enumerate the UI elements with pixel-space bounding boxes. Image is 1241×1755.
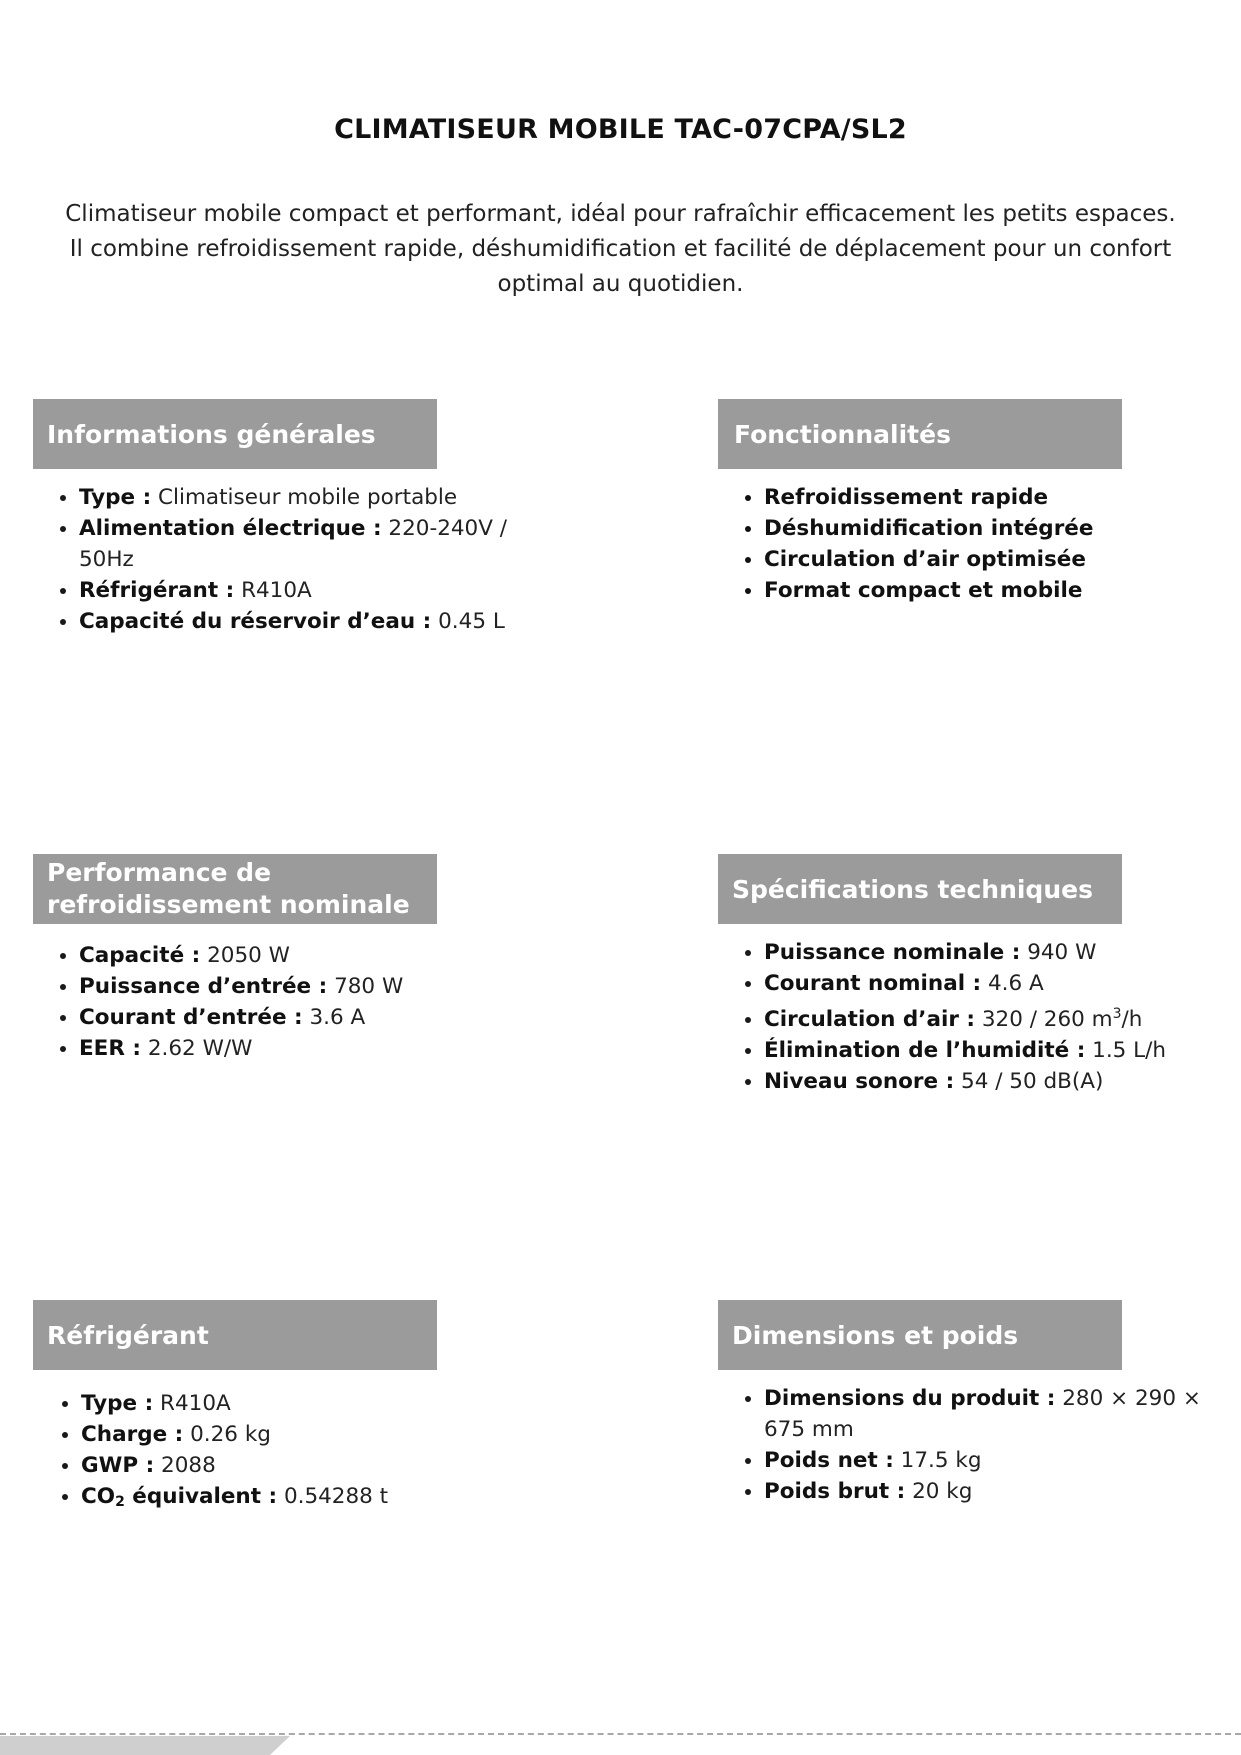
list-item: • Charge : 0.26 kg [81,1419,541,1450]
section-header: Spécifications techniques [718,854,1122,924]
list-item: • Déshumidification intégrée [764,513,1224,544]
section-cooling-performance [33,854,533,1074]
spec-list [718,1383,1214,1507]
section-refrigerant [33,1300,533,1520]
list-item: • Capacité : 2050 W [79,940,539,971]
section-header: Réfrigérant [33,1300,437,1370]
section-features [718,399,1218,619]
section-technical-specs [718,854,1218,1114]
feature-list [718,482,1224,606]
list-item: • Poids net : 17.5 kg [764,1445,1214,1476]
list-item: • Type : Climatiseur mobile portable [79,482,509,513]
list-item: • Puissance nominale : 940 W [764,937,1241,968]
spec-list [33,940,539,1064]
list-item: • GWP : 2088 [81,1450,541,1481]
list-item: • $CO_2$ équivalent : 0.54288 t [81,1481,541,1518]
footer-tab-shape [0,1736,290,1755]
list-item: • Format compact et mobile [764,575,1224,606]
section-header: Performance de refroidissement nominale [33,854,437,924]
section-header: Informations générales [33,399,437,469]
list-item: • Capacité du réservoir d’eau : 0.45 L [79,606,509,637]
section-header: Dimensions et poids [718,1300,1122,1370]
list-item: • Alimentation électrique : 220-240V / 50Hz [79,513,509,575]
section-general-info [33,399,533,659]
intro-paragraph: Climatiseur mobile compact et performant, idéal pour rafraîchir efficacement les petits espaces. Il combine refroidissement rapide, déshumidification et facilité de déplacement pour un confort optimal au quotidien. [65,201,1176,297]
list-item: • Poids brut : 20 kg [764,1476,1214,1507]
list-item: • Réfrigérant : R410A [79,575,509,606]
spec-list [33,1388,541,1518]
section-dimensions-weight [718,1300,1218,1520]
spec-list [718,937,1241,1097]
list-item: • EER : 2.62 W/W [79,1033,539,1064]
list-item: • Circulation d’air optimisée [764,544,1224,575]
list-item: • Dimensions du produit : 280 × 290 × 675 mm [764,1383,1214,1445]
list-item: • Niveau sonore : 54 / 50 dB(A) [764,1066,1241,1097]
section-header: Fonctionnalités [718,399,1122,469]
list-item: • Courant d’entrée : 3.6 A [79,1002,539,1033]
list-item: • Type : R410A [81,1388,541,1419]
document-title: CLIMATISEUR MOBILE TAC-07CPA/SL2 [334,114,907,145]
list-item: • Puissance d’entrée : 780 W [79,971,539,1002]
list-item: • Circulation d’air : 320 / 260 $m^3/h$ [764,999,1241,1035]
footer-divider [0,1733,1241,1735]
list-item: • Courant nominal : 4.6 A [764,968,1241,999]
list-item: • Élimination de l’humidité : 1.5 L/h [764,1035,1241,1066]
spec-list [33,482,509,637]
list-item: • Refroidissement rapide [764,482,1224,513]
